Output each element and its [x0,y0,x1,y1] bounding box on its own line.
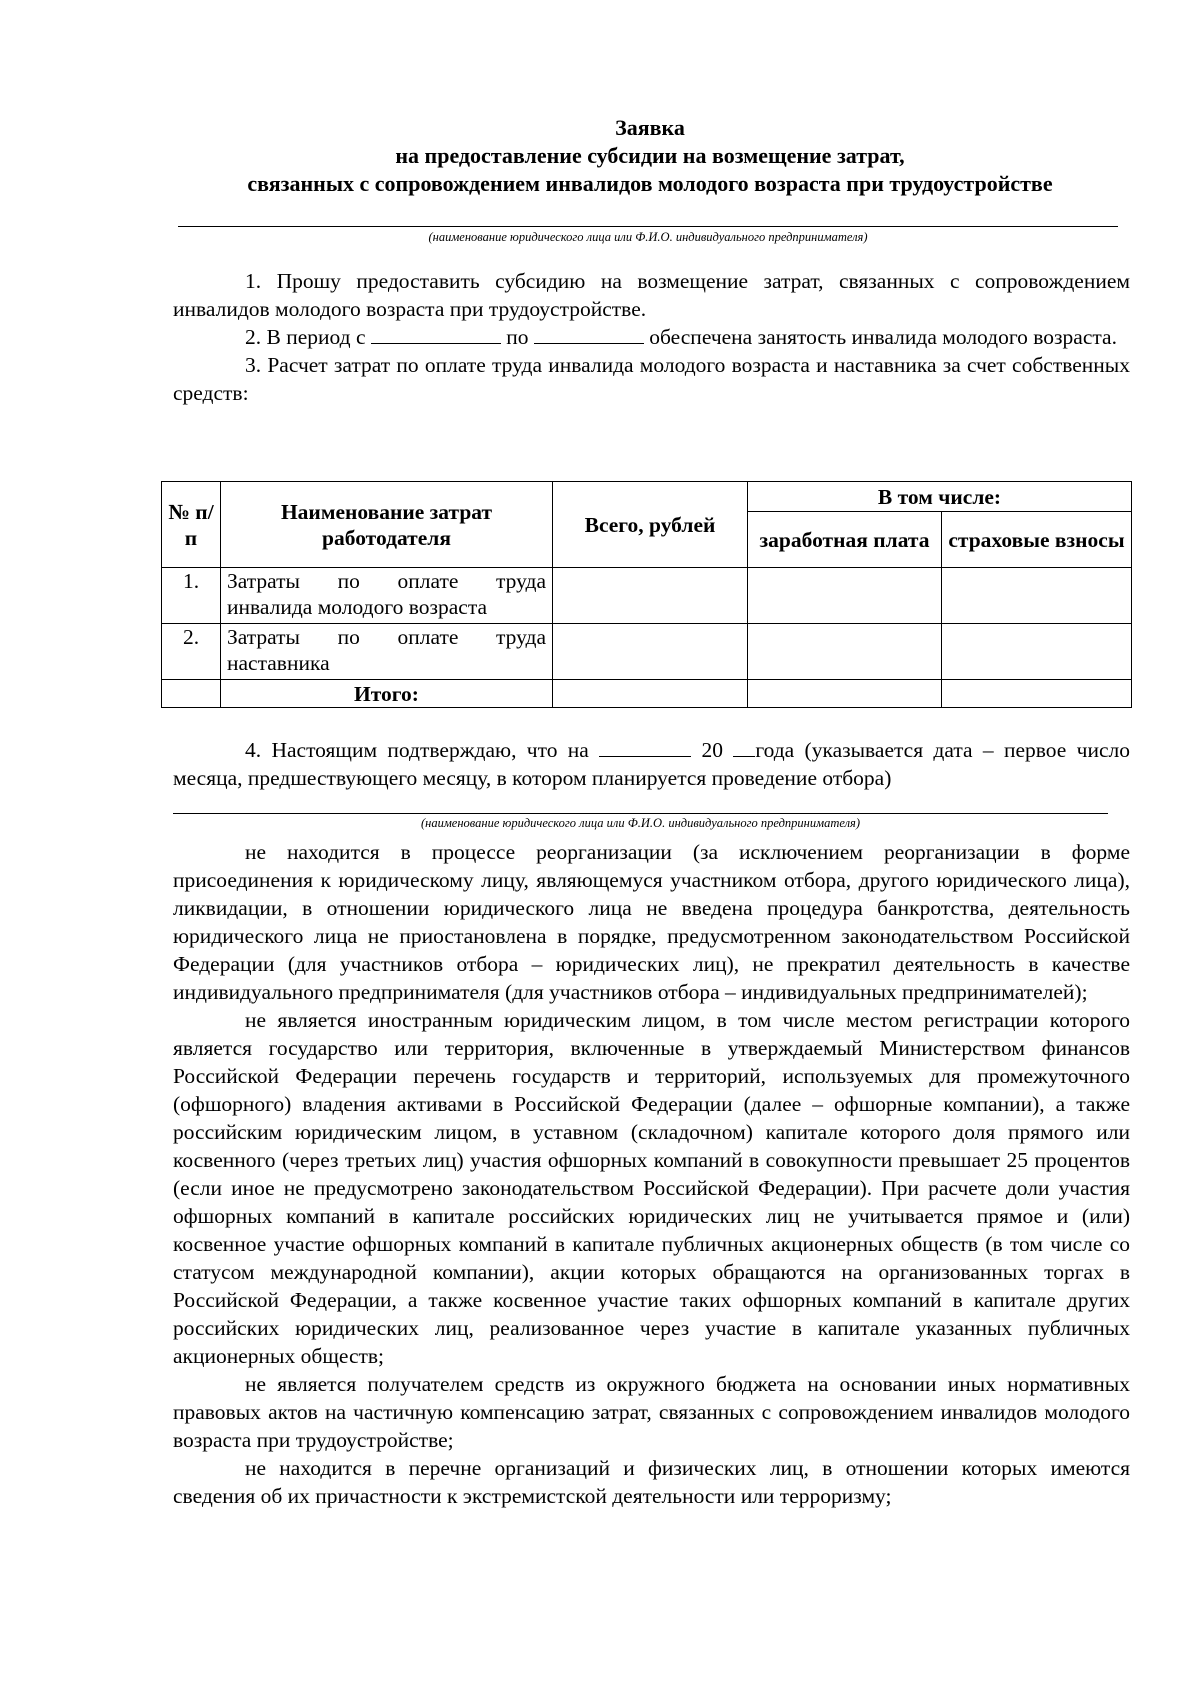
header-name: Наименование затрат работодателя [221,482,553,568]
row-name-line2: инвалида молодого возраста [227,595,488,619]
period-prefix: 2. В период с [245,325,366,349]
title-line-1: Заявка [615,115,685,140]
paragraph-2 [173,323,1130,351]
period-middle: по [506,325,529,349]
total-num-cell [162,680,221,708]
paragraph-3: 3. Расчет затрат по оплате труда инвалида молодого возраста и наставника за счет собственных средств: [173,353,1130,405]
confirmation-block [173,736,1130,792]
confirm-year-prefix: 20 [701,738,723,762]
row-total [553,624,748,680]
row-name-line2: наставника [227,651,330,675]
row-salary [748,568,942,624]
row-insurance [942,568,1132,624]
row-name [221,624,553,680]
declaration-extremism: не находится в перечне организаций и физических лиц, в отношении которых имеются сведения об их причастности к экстремистской деятельности или терроризму; [173,1456,1130,1508]
table-row [162,624,1132,680]
total-sum-cell [553,680,748,708]
costs-table [161,481,1132,708]
declarations [173,838,1130,1510]
total-insurance-cell [942,680,1132,708]
document-title [170,114,1130,198]
row-total [553,568,748,624]
confirm-prefix: 4. Настоящим подтверждаю, что на [245,738,589,762]
confirm-date-blank [599,736,691,757]
confirm-year-blank [733,736,755,757]
table-row [162,568,1132,624]
applicant-caption-2: (наименование юридического лица или Ф.И.О. индивидуального предпринимателя) [420,816,861,830]
period-start-blank [371,323,501,344]
row-num: 2. [162,624,221,680]
header-salary: заработная плата [748,512,942,568]
row-name-line1: Затраты по оплате труда [227,569,546,593]
title-line-3: связанных с сопровождением инвалидов молодого возраста при трудоустройстве [247,171,1053,196]
confirm-suffix: года (указывается дата – первое число месяца, предшествующего месяцу, в котором планируется проведение отбора) [173,738,1130,790]
paragraph-1: 1. Прошу предоставить субсидию на возмещение затрат, связанных с сопровождением инвалидов молодого возраста при трудоустройстве. [173,269,1130,321]
total-salary-cell [748,680,942,708]
row-salary [748,624,942,680]
intro-paragraphs [173,267,1130,407]
total-label: Итого: [221,680,553,708]
header-num: № п/п [162,482,221,568]
row-name [221,568,553,624]
total-row [162,680,1132,708]
header-including: В том числе: [748,482,1132,512]
title-line-2: на предоставление субсидии на возмещение затрат, [395,143,905,168]
applicant-name-line [178,226,1118,227]
header-insurance: страховые взносы [942,512,1132,568]
period-suffix: обеспечена занятость инвалида молодого возраста. [649,325,1117,349]
declaration-offshore: не является иностранным юридическим лицом, в том числе местом регистрации которого является государство или территория, включенные в утверждаемый Министерством финансов Российской Федерации перечень государств и территорий, используемых для промежуточного (офшорного) владения активами в Российской Федерации (далее – офшорные компании), а также российским юридическим лицом, в уставном (складочном) капитале которого доля прямого или косвенного (через третьих лиц) участия офшорных компаний в совокупности превышает 25 процентов (если иное не предусмотрено законодательством Российской Федерации). При расчете доли участия офшорных компаний в капитале российских юридических лиц не учитывается прямое и (или) косвенное участие офшорных компаний в капитале публичных акционерных обществ (в том числе со статусом международной компании), акции которых обращаются на организованных торгах в Российской Федерации, а также косвенное участие таких офшорных компаний в капитале других российских юридических лиц, реализованное через участие в капитале указанных публичных акционерных обществ; [173,1008,1130,1368]
applicant-name-line-2 [173,813,1108,814]
applicant-caption: (наименование юридического лица или Ф.И.О. индивидуального предпринимателя) [428,230,868,244]
period-end-blank [534,323,644,344]
header-total: Всего, рублей [553,482,748,568]
declaration-reorganization: не находится в процессе реорганизации (за исключением реорганизации в форме присоединения к юридическому лицу, являющемуся участником отбора, другого юридического лица), ликвидации, в отношении юридического лица не введена процедура банкротства, деятельность юридического лица не приостановлена в порядке, предусмотренном законодательством Российской Федерации (для участников отбора – юридических лиц), не прекратил деятельность в качестве индивидуального предпринимателя (для участников отбора – индивидуальных предпринимателей); [173,840,1130,1004]
row-num: 1. [162,568,221,624]
row-name-line1: Затраты по оплате труда [227,625,546,649]
paragraph-4 [173,736,1130,792]
declaration-budget: не является получателем средств из окружного бюджета на основании иных нормативных правовых актов на частичную компенсацию затрат, связанных с сопровождением инвалидов молодого возраста при трудоустройстве; [173,1372,1130,1452]
row-insurance [942,624,1132,680]
